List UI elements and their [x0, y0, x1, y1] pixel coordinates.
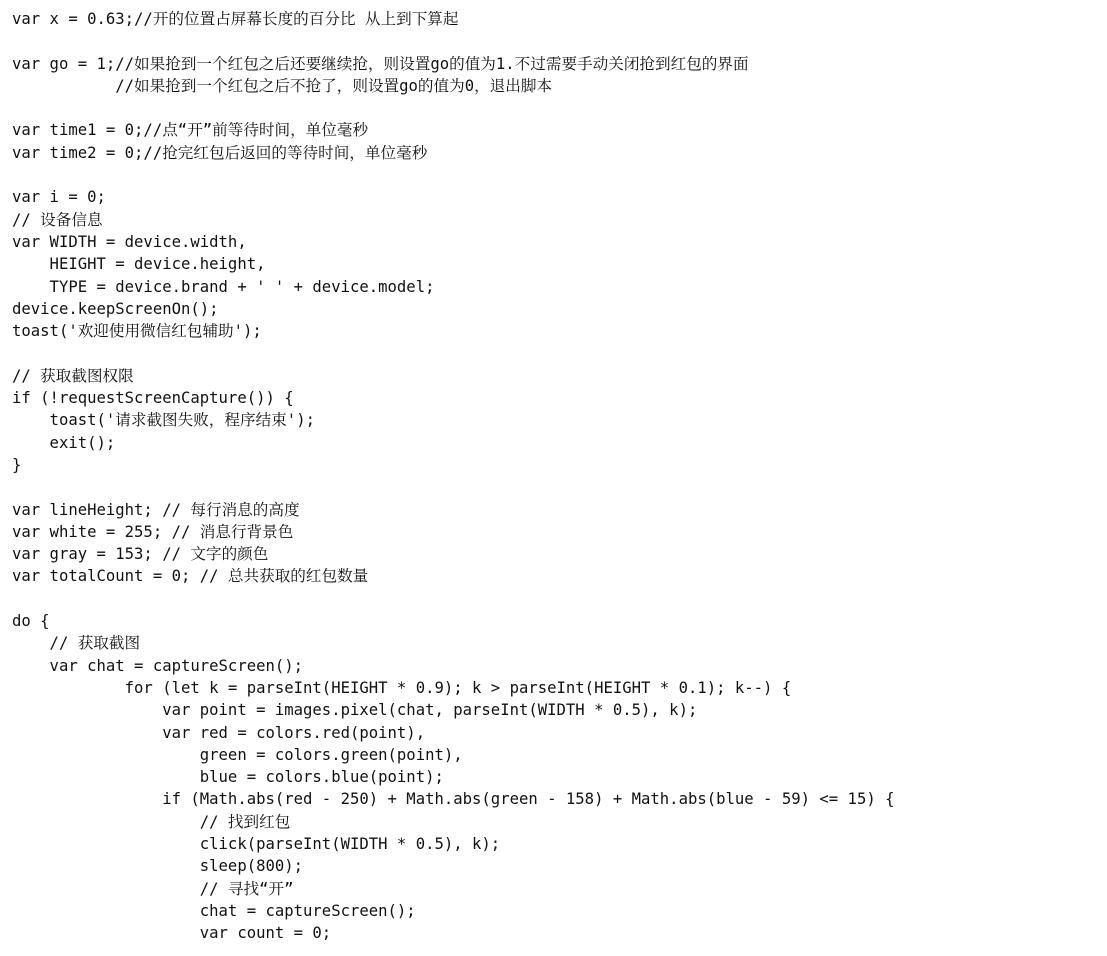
code-line: device.keepScreenOn(); — [12, 299, 219, 318]
code-line: sleep(800); — [12, 857, 304, 876]
code-line: TYPE = device.brand + ' ' + device.model; — [12, 277, 435, 296]
code-line — [12, 97, 895, 119]
code-line: var time2 = 0;//抢完红包后返回的等待时间，单位毫秒 — [12, 143, 428, 162]
code-line: chat = captureScreen(); — [12, 901, 416, 920]
code-line: // 找到红包 — [12, 812, 291, 831]
code-line: if (!requestScreenCapture()) { — [12, 389, 294, 408]
code-line: var totalCount = 0; // 总共获取的红包数量 — [12, 567, 369, 586]
code-line: click(parseInt(WIDTH * 0.5), k); — [12, 834, 501, 853]
code-line: // 获取截图权限 — [12, 366, 134, 385]
code-line: var white = 255; // 消息行背景色 — [12, 522, 294, 541]
code-line: var time1 = 0;//点“开”前等待时间，单位毫秒 — [12, 121, 369, 140]
code-line — [12, 30, 895, 52]
code-line: exit(); — [12, 433, 116, 452]
code-listing — [12, 8, 895, 944]
code-line — [12, 164, 895, 186]
code-line: var gray = 153; // 文字的颜色 — [12, 545, 269, 564]
code-line — [12, 342, 895, 364]
code-line: // 获取截图 — [12, 634, 141, 653]
code-line: if (Math.abs(red - 250) + Math.abs(green - 158) + Math.abs(blue - 59) <= 15) { — [12, 790, 895, 809]
code-line: do { — [12, 612, 50, 631]
code-line: HEIGHT = device.height, — [12, 255, 266, 274]
code-line: var i = 0; — [12, 188, 106, 207]
code-line: var go = 1;//如果抢到一个红包之后还要继续抢，则设置go的值为1.不过需要手动关闭抢到红包的界面 — [12, 54, 749, 73]
code-line: } — [12, 455, 22, 474]
code-line: var WIDTH = device.width, — [12, 232, 247, 251]
code-line — [12, 588, 895, 610]
code-line — [12, 476, 895, 498]
code-line: for (let k = parseInt(HEIGHT * 0.9); k > parseInt(HEIGHT * 0.1); k--) { — [12, 678, 792, 697]
code-line: var count = 0; — [12, 924, 332, 943]
code-line: blue = colors.blue(point); — [12, 768, 444, 787]
code-line: var chat = captureScreen(); — [12, 656, 304, 675]
code-line: var red = colors.red(point), — [12, 723, 426, 742]
code-line: //如果抢到一个红包之后不抢了，则设置go的值为0，退出脚本 — [12, 76, 553, 95]
code-line: // 寻找“开” — [12, 879, 294, 898]
code-line: toast('请求截图失败，程序结束'); — [12, 411, 315, 430]
code-line: var point = images.pixel(chat, parseInt(WIDTH * 0.5), k); — [12, 701, 698, 720]
code-line: var x = 0.63;//开的位置占屏幕长度的百分比 从上到下算起 — [12, 10, 459, 28]
code-line: var lineHeight; // 每行消息的高度 — [12, 500, 300, 519]
code-line: // 设备信息 — [12, 210, 103, 229]
code-line: toast('欢迎使用微信红包辅助'); — [12, 322, 262, 341]
code-line: green = colors.green(point), — [12, 745, 463, 764]
